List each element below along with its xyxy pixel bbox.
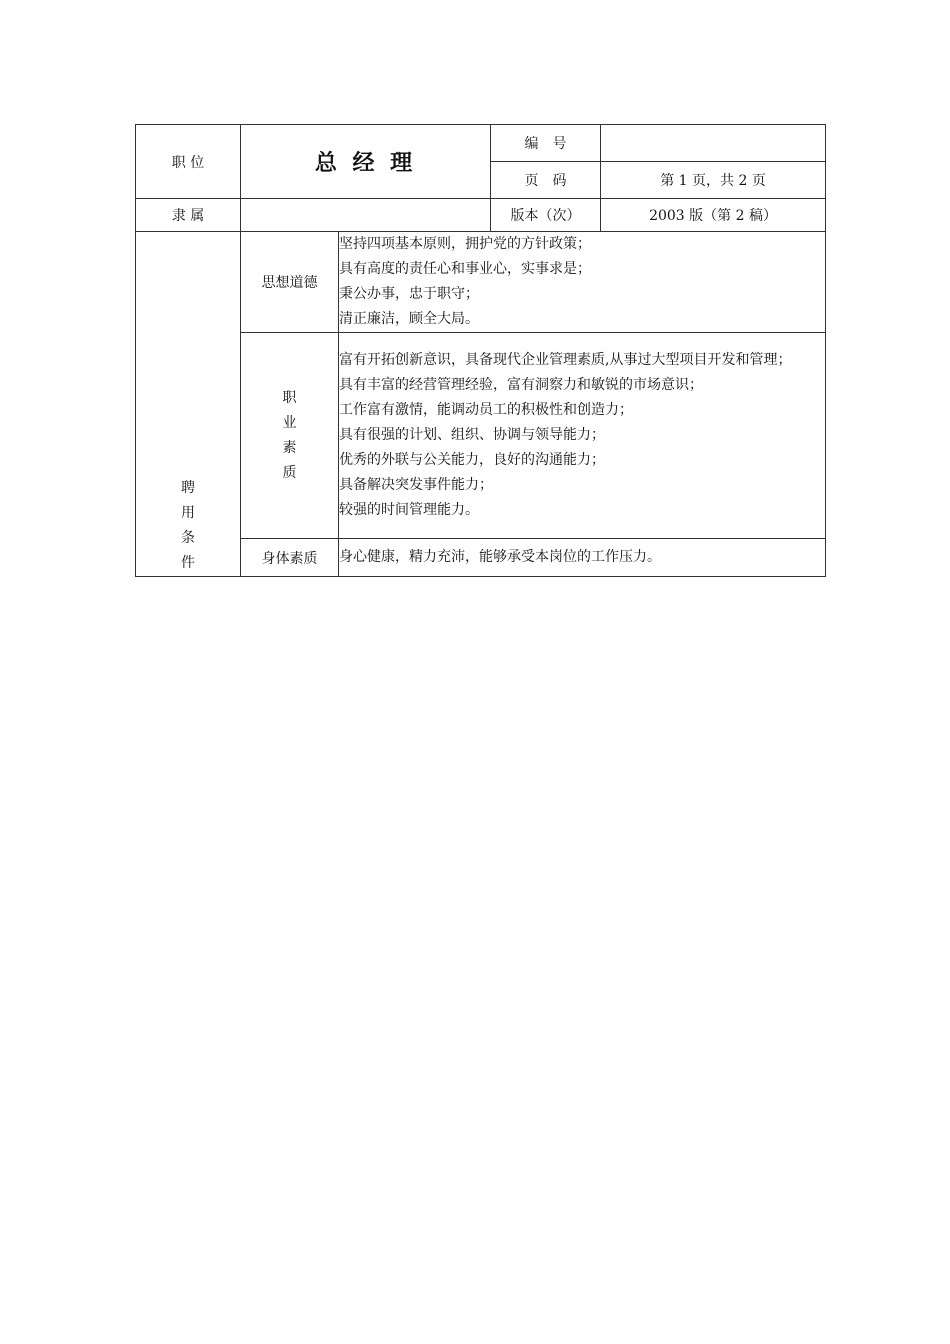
section-name-physical: 身体素质 (241, 539, 339, 577)
list-item: 具有很强的计划、组织、协调与领导能力； (339, 427, 605, 443)
number-value (601, 125, 826, 162)
list-item: 身心健康，精力充沛，能够承受本岗位的工作压力。 (339, 549, 661, 565)
version-label: 版本（次） (491, 199, 601, 232)
section-name-morality: 思想道德 (241, 232, 339, 333)
list-item: 具有高度的责任心和事业心，实事求是； (339, 261, 591, 277)
dept-label: 隶 属 (136, 199, 241, 232)
section-content-professional (339, 333, 826, 539)
conditions-label-char: 用 (181, 505, 195, 521)
conditions-label-char: 聘 (181, 480, 195, 496)
list-item: 较强的时间管理能力。 (339, 502, 479, 518)
number-label: 编 号 (491, 125, 601, 162)
section-name-char: 职 (282, 389, 297, 406)
section-name-professional (241, 333, 339, 539)
list-item: 具备解决突发事件能力； (339, 477, 493, 493)
conditions-label-char: 条 (181, 530, 195, 546)
list-item: 具有丰富的经营管理经验，富有洞察力和敏锐的市场意识； (339, 377, 703, 393)
page-label: 页 码 (491, 162, 601, 199)
section-content-morality (339, 232, 826, 333)
section-name-char: 业 (282, 414, 297, 431)
version-value: 2003 版（第 2 稿） (601, 199, 826, 232)
list-item: 工作富有激情，能调动员工的积极性和创造力； (339, 402, 633, 418)
position-title: 总 经 理 (241, 125, 491, 199)
list-item: 优秀的外联与公关能力，良好的沟通能力； (339, 452, 605, 468)
position-label: 职 位 (136, 125, 241, 199)
page-value: 第 1 页，共 2 页 (601, 162, 826, 199)
section-name-char: 素 (282, 439, 297, 456)
section-name-char: 质 (282, 464, 297, 481)
conditions-label (136, 232, 241, 577)
job-description-table (135, 124, 826, 577)
section-content-physical (339, 539, 826, 577)
list-item: 富有开拓创新意识，具备现代企业管理素质,从事过大型项目开发和管理； (339, 352, 792, 368)
list-item: 坚持四项基本原则，拥护党的方针政策； (339, 236, 591, 252)
dept-value (241, 199, 491, 232)
conditions-label-char: 件 (181, 555, 195, 571)
list-item: 清正廉洁，顾全大局。 (339, 311, 479, 327)
list-item: 秉公办事，忠于职守； (339, 286, 479, 302)
